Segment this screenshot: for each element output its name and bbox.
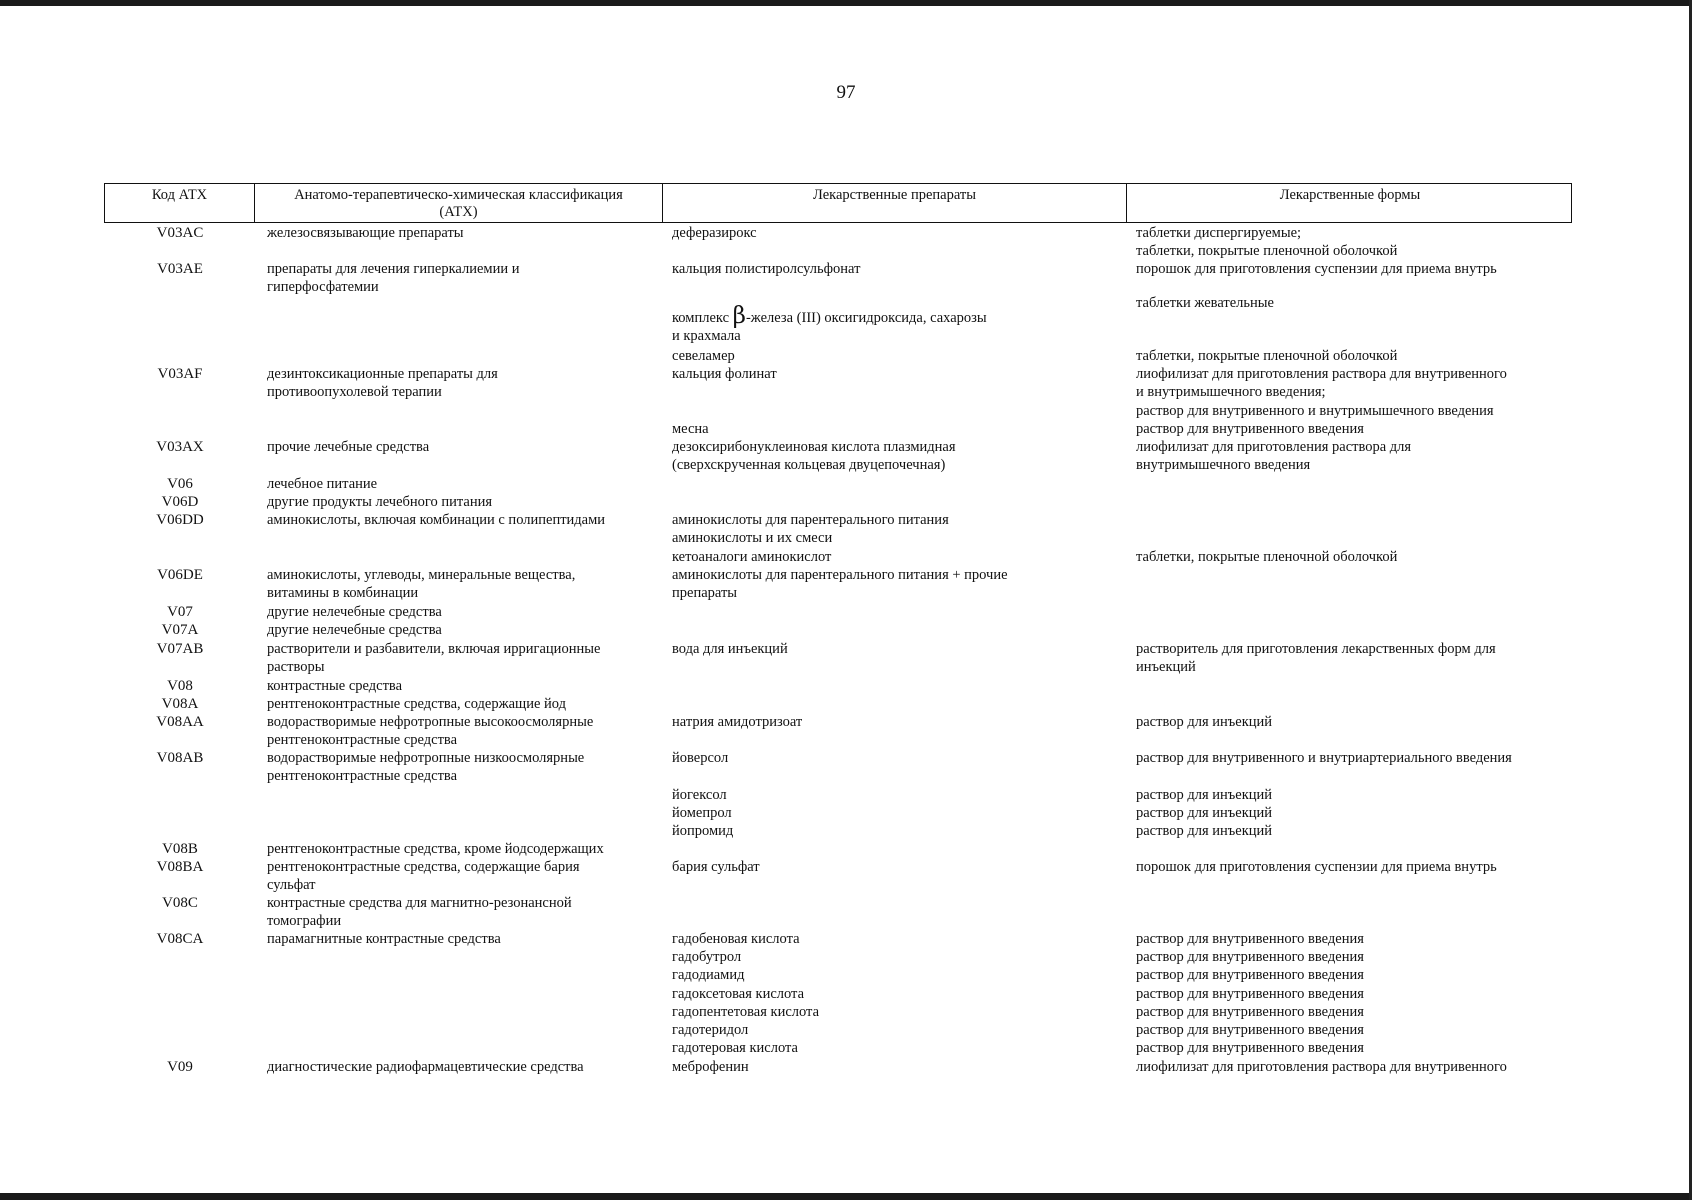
atx-code: V08AA xyxy=(156,714,204,730)
beta-suffix: -железа (III) оксигидроксида, сахарозы и крахмала xyxy=(672,310,987,345)
atx-code: V06 xyxy=(167,476,193,492)
dosage-form: лиофилизат для приготовления раствора для внутривенного и внутримышечного введения; раствор для внутривенного и внутримышечного введения xyxy=(1136,366,1507,419)
atx-code: V08C xyxy=(162,895,198,911)
atc-classification: рентгеноконтрастные средства, содержащие йод xyxy=(267,696,566,712)
drug-name: аминокислоты для парентерального питания аминокислоты и их смеси xyxy=(672,512,949,547)
dosage-form: порошок для приготовления суспензии для приема внутрь xyxy=(1136,261,1497,277)
drug-name: гадодиамид xyxy=(672,967,745,983)
dosage-form: раствор для инъекций xyxy=(1136,823,1273,839)
atx-code: V03AF xyxy=(157,366,203,382)
atc-classification: рентгеноконтрастные средства, кроме йодсодержащих xyxy=(267,841,604,857)
header-drugs: Лекарственные препараты xyxy=(663,184,1127,222)
beta-prefix: комплекс xyxy=(672,310,733,326)
dosage-form: раствор для внутривенного введения xyxy=(1136,967,1364,983)
atc-classification: контрастные средства для магнитно-резонансной томографии xyxy=(267,895,572,930)
atc-classification: лечебное питание xyxy=(267,476,378,492)
dosage-form: раствор для внутривенного введения xyxy=(1136,1022,1364,1038)
atx-code: V07 xyxy=(167,604,193,620)
dosage-form: таблетки, покрытые пленочной оболочкой xyxy=(1136,348,1398,364)
drug-name: йогексол xyxy=(672,787,727,803)
drug-name: дезоксирибонуклеиновая кислота плазмидная (сверхскрученная кольцевая двуцепочечная) xyxy=(672,439,956,474)
atx-code: V06D xyxy=(161,494,199,510)
drug-name: гадотеридол xyxy=(672,1022,749,1038)
header-code: Код АТХ xyxy=(105,184,255,222)
atx-code: V09 xyxy=(167,1059,193,1075)
atx-code: V03AC xyxy=(156,225,204,241)
dosage-form-chewable: таблетки жевательные xyxy=(1136,295,1274,311)
drug-name: месна xyxy=(672,421,709,437)
header-atc-classification: Анатомо-терапевтическо-химическая классификация (АТХ) xyxy=(255,184,663,222)
dosage-form: растворитель для приготовления лекарственных форм для инъекций xyxy=(1136,641,1496,676)
drug-name: гадоксетовая кислота xyxy=(672,986,805,1002)
atx-code: V08A xyxy=(161,696,199,712)
atc-classification: парамагнитные контрастные средства xyxy=(267,931,501,947)
dosage-form: раствор для инъекций xyxy=(1136,714,1273,730)
atx-code: V08AB xyxy=(156,750,204,766)
header-dosage-forms: Лекарственные формы xyxy=(1279,187,1421,203)
drug-name: кальция полистиролсульфонат xyxy=(672,261,861,277)
atc-classification: растворители и разбавители, включая ирригационные растворы xyxy=(267,641,601,676)
dosage-form: таблетки диспергируемые; таблетки, покрытые пленочной оболочкой xyxy=(1136,225,1398,260)
drug-name: йомепрол xyxy=(672,805,732,821)
dosage-form: раствор для внутривенного введения xyxy=(1136,986,1364,1002)
dosage-form: лиофилизат для приготовления раствора для внутримышечного введения xyxy=(1136,439,1412,474)
dosage-form: раствор для внутривенного введения xyxy=(1136,931,1364,947)
atc-classification: контрастные средства xyxy=(267,678,403,694)
atc-classification: аминокислоты, углеводы, минеральные вещества, витамины в комбинации xyxy=(267,567,576,602)
atx-code: V08BA xyxy=(156,859,204,875)
atx-code: V08CA xyxy=(156,931,204,947)
atc-classification: другие нелечебные средства xyxy=(267,604,442,620)
dosage-form: раствор для внутривенного введения xyxy=(1136,421,1364,437)
atc-classification: водорастворимые нефротропные низкоосмолярные рентгеноконтрастные средства xyxy=(267,750,585,785)
dosage-form: раствор для внутривенного и внутриартериального введения xyxy=(1136,750,1512,766)
atc-classification: водорастворимые нефротропные высокоосмолярные рентгеноконтрастные средства xyxy=(267,714,594,749)
drug-name: гадопентетовая кислота xyxy=(672,1004,820,1020)
dosage-form: лиофилизат для приготовления раствора для внутривенного xyxy=(1136,1059,1507,1075)
atx-code: V07AB xyxy=(156,641,204,657)
drug-name: гадобутрол xyxy=(672,949,742,965)
atc-classification: аминокислоты, включая комбинации с полипептидами xyxy=(267,512,606,528)
drug-name: гадотеровая кислота xyxy=(672,1040,798,1056)
drug-name: аминокислоты для парентерального питания + прочие препараты xyxy=(672,567,1008,602)
drug-name: гадобеновая кислота xyxy=(672,931,800,947)
drug-name: бария сульфат xyxy=(672,859,760,875)
atx-code: V07A xyxy=(161,622,199,638)
dosage-form: порошок для приготовления суспензии для приема внутрь xyxy=(1136,859,1497,875)
drug-name: йопромид xyxy=(672,823,734,839)
atx-code: V03AX xyxy=(156,439,204,455)
atx-code: V06DE xyxy=(157,567,203,583)
atx-code: V03AE xyxy=(157,261,203,277)
dosage-form: раствор для внутривенного введения xyxy=(1136,949,1364,965)
atx-code: V08B xyxy=(162,841,198,857)
drug-name: меброфенин xyxy=(672,1059,749,1075)
atx-code: V06DD xyxy=(156,512,204,528)
dosage-form: раствор для внутривенного введения xyxy=(1136,1040,1364,1056)
drug-name: кетоаналоги аминокислот xyxy=(672,549,832,565)
dosage-form: раствор для внутривенного введения xyxy=(1136,1004,1364,1020)
drug-name: йоверсол xyxy=(672,750,729,766)
dosage-form: раствор для инъекций xyxy=(1136,787,1273,803)
drug-beta-iron-complex xyxy=(672,303,1132,346)
atc-classification: другие продукты лечебного питания xyxy=(267,494,493,510)
atx-code: V08 xyxy=(167,678,193,694)
drug-name: кальция фолинат xyxy=(672,366,777,382)
drug-name: деферазирокс xyxy=(672,225,757,241)
atc-classification: диагностические радиофармацевтические средства xyxy=(267,1059,584,1075)
atc-classification: железосвязывающие препараты xyxy=(267,225,464,241)
drug-name: натрия амидотризоат xyxy=(672,714,803,730)
atc-classification: рентгеноконтрастные средства, содержащие бария сульфат xyxy=(267,859,580,894)
drug-name: севеламер xyxy=(672,348,735,364)
atc-classification: прочие лечебные средства xyxy=(267,439,430,455)
page-number: 97 xyxy=(836,82,856,103)
drug-name: вода для инъекций xyxy=(672,641,788,657)
beta-symbol: β xyxy=(732,303,746,329)
atc-classification: дезинтоксикационные препараты для противоопухолевой терапии xyxy=(267,366,498,401)
dosage-form: таблетки, покрытые пленочной оболочкой xyxy=(1136,549,1398,565)
dosage-form: раствор для инъекций xyxy=(1136,805,1273,821)
atc-classification: другие нелечебные средства xyxy=(267,622,442,638)
atc-classification: препараты для лечения гиперкалиемии и гиперфосфатемии xyxy=(267,261,520,296)
